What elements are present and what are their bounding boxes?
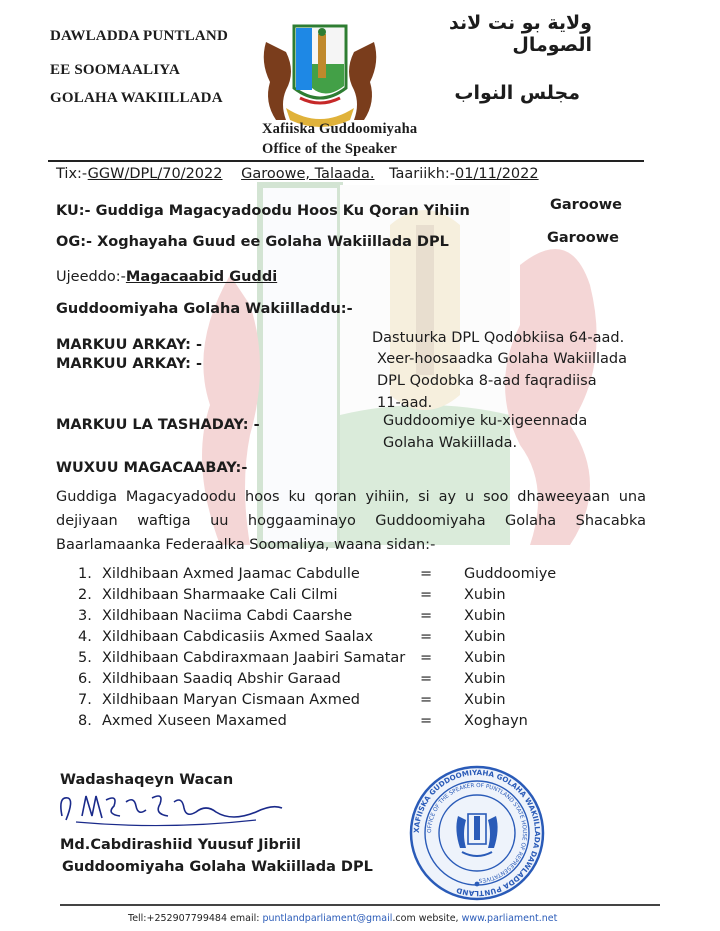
- signatory-name: Md.Cabdirashiid Yuusuf Jibriil: [60, 837, 301, 853]
- footer-email-label: email:: [230, 913, 260, 924]
- member-role: Xubin: [464, 692, 506, 708]
- footer-divider: [60, 904, 660, 906]
- office-somali: Xafiiska Guddoomiyaha: [262, 121, 418, 137]
- member-name: Axmed Xuseen Maxamed: [102, 713, 287, 729]
- member-number: 1.: [78, 566, 92, 582]
- list-item: [78, 608, 598, 629]
- member-role: Xoghayn: [464, 713, 528, 729]
- member-number: 6.: [78, 671, 92, 687]
- member-equals: =: [420, 587, 433, 603]
- appoint-heading: WUXUU MAGACAABAY:-: [56, 460, 248, 476]
- list-item: [78, 587, 598, 608]
- stamp-outer-text: XAFIISKA GUDDOOMIYAHA GOLAHA WAKIILLADA DAWLADDA PUNTLAND: [411, 767, 543, 899]
- footer-email[interactable]: puntlandparliament@gmail: [262, 913, 393, 924]
- reference-line: [56, 166, 539, 182]
- stamp-inner-text: OFFICE OF THE SPEAKER OF PUNTLAND STATE HOUSE OF REPRESENTATIVES: [426, 782, 528, 883]
- member-number: 7.: [78, 692, 92, 708]
- member-equals: =: [420, 650, 433, 666]
- tashaday-line-1: Guddoomiye ku-xigeennada: [383, 413, 588, 429]
- body-line-2: dejiyaan waftiga uu hoggaaminayo Guddoomiyaha Golaha Shacabka: [56, 513, 646, 529]
- list-item: [78, 650, 598, 671]
- member-role: Xubin: [464, 608, 506, 624]
- list-item: [78, 692, 598, 713]
- official-stamp: [408, 764, 546, 902]
- members-list: [78, 566, 598, 734]
- arkay-2-line-2: DPL Qodobka 8-aad faqradiisa: [377, 373, 597, 389]
- member-number: 3.: [78, 608, 92, 624]
- member-role: Xubin: [464, 650, 506, 666]
- member-number: 4.: [78, 629, 92, 645]
- puntland-emblem-icon: [256, 12, 384, 130]
- recipient-og: OG:- Xoghayaha Guud ee Golaha Wakiillada DPL: [56, 234, 449, 250]
- member-equals: =: [420, 629, 433, 645]
- member-role: Xubin: [464, 671, 506, 687]
- member-role: Guddoomiye: [464, 566, 557, 582]
- member-equals: =: [420, 671, 433, 687]
- member-equals: =: [420, 713, 433, 729]
- header-line-1: DAWLADDA PUNTLAND: [50, 28, 228, 44]
- recipient-ku: KU:- Guddiga Magacyadoodu Hoos Ku Qoran Yihiin: [56, 203, 470, 219]
- speaker-line: Guddoomiyaha Golaha Wakiilladdu:-: [56, 301, 353, 317]
- arabic-subtitle: مجلس النواب: [454, 82, 580, 104]
- body-line-3: Baarlamaanka Federaalka Soomaliya, waana sidan:-: [56, 537, 436, 553]
- closing-greeting: Wadashaqeyn Wacan: [60, 772, 234, 788]
- member-name: Xildhibaan Cabdicasiis Axmed Saalax: [102, 629, 374, 645]
- footer-tel: Tell:+252907799484: [128, 913, 228, 924]
- header-divider: [48, 160, 644, 162]
- member-equals: =: [420, 692, 433, 708]
- list-item: [78, 566, 598, 587]
- subject-label: Ujeeddo:-: [56, 269, 126, 285]
- arkay-1-text: Dastuurka DPL Qodobkiisa 64-aad.: [372, 330, 625, 346]
- list-item: [78, 629, 598, 650]
- member-name: Xildhibaan Saadiq Abshir Garaad: [102, 671, 341, 687]
- member-name: Xildhibaan Axmed Jaamac Cabdulle: [102, 566, 360, 582]
- member-name: Xildhibaan Sharmaake Cali Cilmi: [102, 587, 338, 603]
- subject-line: [56, 269, 277, 285]
- markuu-arkay-2: MARKUU ARKAY: -: [56, 356, 202, 372]
- body-paragraph: [56, 485, 646, 557]
- member-equals: =: [420, 566, 433, 582]
- arkay-2-line-1: Xeer-hoosaadka Golaha Wakiillada: [377, 351, 627, 367]
- list-item: [78, 713, 598, 734]
- member-number: 5.: [78, 650, 92, 666]
- body-line-1: Guddiga Magacyadoodu hoos ku qoran yihiin, si ay u soo dhaweeyaan una: [56, 489, 646, 505]
- footer-email-suffix: .com: [392, 913, 416, 924]
- member-number: 8.: [78, 713, 92, 729]
- recipient-og-place: Garoowe: [547, 230, 619, 246]
- reference-place: Garoowe, Talaada.: [241, 166, 375, 182]
- member-name: Xildhibaan Maryan Cismaan Axmed: [102, 692, 360, 708]
- member-number: 2.: [78, 587, 92, 603]
- footer-website[interactable]: www.parliament.net: [461, 913, 558, 924]
- header-line-3: GOLAHA WAKIILLADA: [50, 90, 223, 106]
- markuu-arkay-1: MARKUU ARKAY: -: [56, 337, 202, 353]
- tashaday-line-2: Golaha Wakiillada.: [383, 435, 518, 451]
- footer-contact: [128, 913, 557, 924]
- member-name: Xildhibaan Naciima Cabdi Caarshe: [102, 608, 353, 624]
- signature-icon: [56, 786, 288, 832]
- member-role: Xubin: [464, 587, 506, 603]
- member-equals: =: [420, 608, 433, 624]
- subject-value: Magacaabid Guddi: [125, 269, 278, 285]
- header-line-2: EE SOOMAALIYA: [50, 62, 180, 78]
- signatory-title: Guddoomiyaha Golaha Wakiillada DPL: [62, 859, 373, 875]
- member-role: Xubin: [464, 629, 506, 645]
- date-value: 01/11/2022: [455, 166, 539, 182]
- tashaday-label: MARKUU LA TASHADAY: -: [56, 417, 260, 433]
- tix-value: GGW/DPL/70/2022: [87, 166, 223, 182]
- arkay-2-line-3: 11-aad.: [377, 395, 433, 411]
- arabic-title: ولاية بو نت لاند الصومال: [448, 12, 592, 56]
- recipient-ku-place: Garoowe: [550, 197, 622, 213]
- date-label: Taariikh:-: [389, 166, 456, 182]
- footer-website-label: website,: [418, 913, 459, 924]
- member-name: Xildhibaan Cabdiraxmaan Jaabiri Samatar: [102, 650, 406, 666]
- office-english: Office of the Speaker: [262, 141, 398, 157]
- list-item: [78, 671, 598, 692]
- tix-label: Tix:-: [56, 166, 88, 182]
